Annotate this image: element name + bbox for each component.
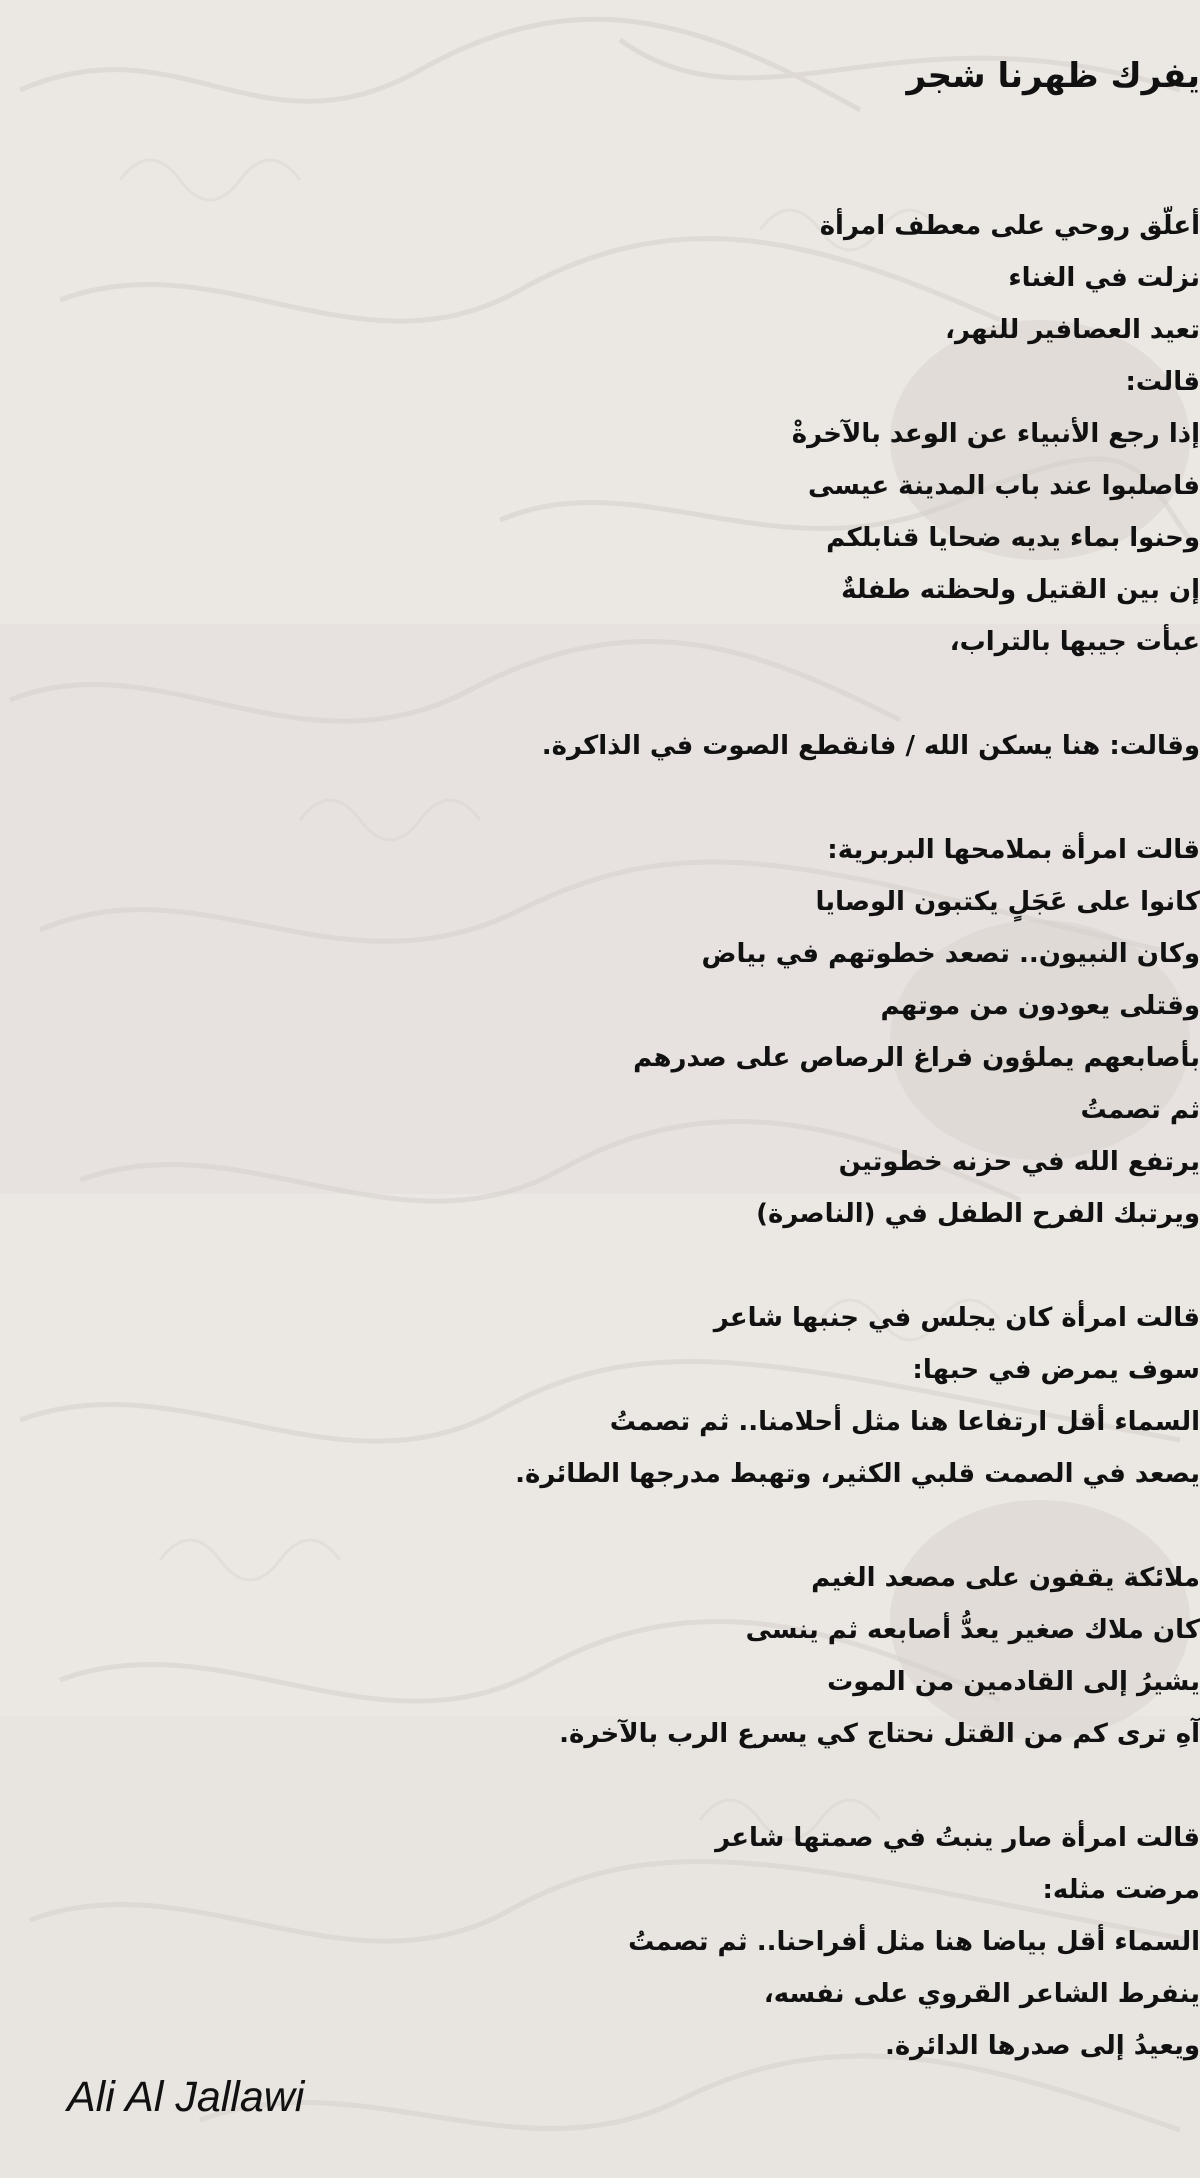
poem-line: كانوا على عَجَلٍ يكتبون الوصايا — [815, 887, 1200, 917]
poem-line: نزلت في الغناء — [1008, 263, 1200, 293]
poem-stanza-1 — [67, 200, 1200, 668]
poem-line: قالت امرأة بملامحها البربرية: — [827, 835, 1200, 865]
poem-line: وحنوا بماء يديه ضحايا قنابلكم — [826, 523, 1200, 553]
poem-stanza-2 — [67, 720, 1200, 772]
poem-line: وكان النبيون.. تصعد خطوتهم في بياض — [701, 939, 1200, 969]
poem-author: Ali Al Jallawi — [67, 2073, 305, 2121]
poem-line: ويرتبك الفرح الطفل في (الناصرة) — [756, 1199, 1200, 1229]
poem-line: سوف يمرض في حبها: — [912, 1355, 1200, 1385]
poem-line: بأصابعهم يملؤون فراغ الرصاص على صدرهم — [633, 1043, 1200, 1073]
poem-body — [67, 200, 1200, 2072]
poem-line: يرتفع الله في حزنه خطوتين — [838, 1147, 1200, 1177]
poem-line: كان ملاك صغير يعدُّ أصابعه ثم ينسى — [745, 1615, 1200, 1645]
poem-line: قالت امرأة صار ينبتُ في صمتها شاعر — [715, 1823, 1200, 1853]
poem-stanza-5 — [67, 1552, 1200, 1760]
poem-line: عبأت جيبها بالتراب، — [949, 627, 1200, 657]
poem-line: السماء أقل بياضا هنا مثل أفراحنا.. ثم تصمتُ — [628, 1927, 1200, 1957]
poem-stanza-4 — [67, 1292, 1200, 1500]
poem-line: قالت: — [1125, 367, 1200, 397]
poem-line: آهِ ترى كم من القتل نحتاج كي يسرع الرب بالآخرة. — [559, 1719, 1200, 1749]
poem-line: فاصلبوا عند باب المدينة عيسى — [807, 471, 1200, 501]
poem-line: السماء أقل ارتفاعا هنا مثل أحلامنا.. ثم تصمتُ — [609, 1407, 1200, 1437]
poem-line: تعيد العصافير للنهر، — [945, 315, 1200, 345]
poem-line: إن بين القتيل ولحظته طفلةٌ — [841, 575, 1200, 605]
poem-line: وقتلى يعودون من موتهم — [880, 991, 1200, 1021]
poem-stanza-3 — [67, 824, 1200, 1240]
poem-line: ثم تصمتُ — [1080, 1095, 1200, 1125]
poem-line: قالت امرأة كان يجلس في جنبها شاعر — [713, 1303, 1200, 1333]
poem-line: يصعد في الصمت قلبي الكثير، وتهبط مدرجها الطائرة. — [515, 1459, 1200, 1489]
poem-line: ملائكة يقفون على مصعد الغيم — [811, 1563, 1200, 1593]
poem-stanza-6 — [67, 1812, 1200, 2072]
poem-line: وقالت: هنا يسكن الله / فانقطع الصوت في الذاكرة. — [541, 731, 1200, 761]
poem-title: يفرك ظهرنا شجر — [906, 56, 1200, 96]
poem-line: مرضت مثله: — [1042, 1875, 1200, 1905]
poem-line: ويعيدُ إلى صدرها الدائرة. — [884, 2031, 1200, 2061]
poem-line: يشيرُ إلى القادمين من الموت — [827, 1667, 1200, 1697]
poem-line: أعلّق روحي على معطف امرأة — [819, 211, 1200, 241]
poem-line: ينفرط الشاعر القروي على نفسه، — [763, 1979, 1200, 2009]
poem-line: إذا رجع الأنبياء عن الوعد بالآخرةْ — [791, 419, 1200, 449]
